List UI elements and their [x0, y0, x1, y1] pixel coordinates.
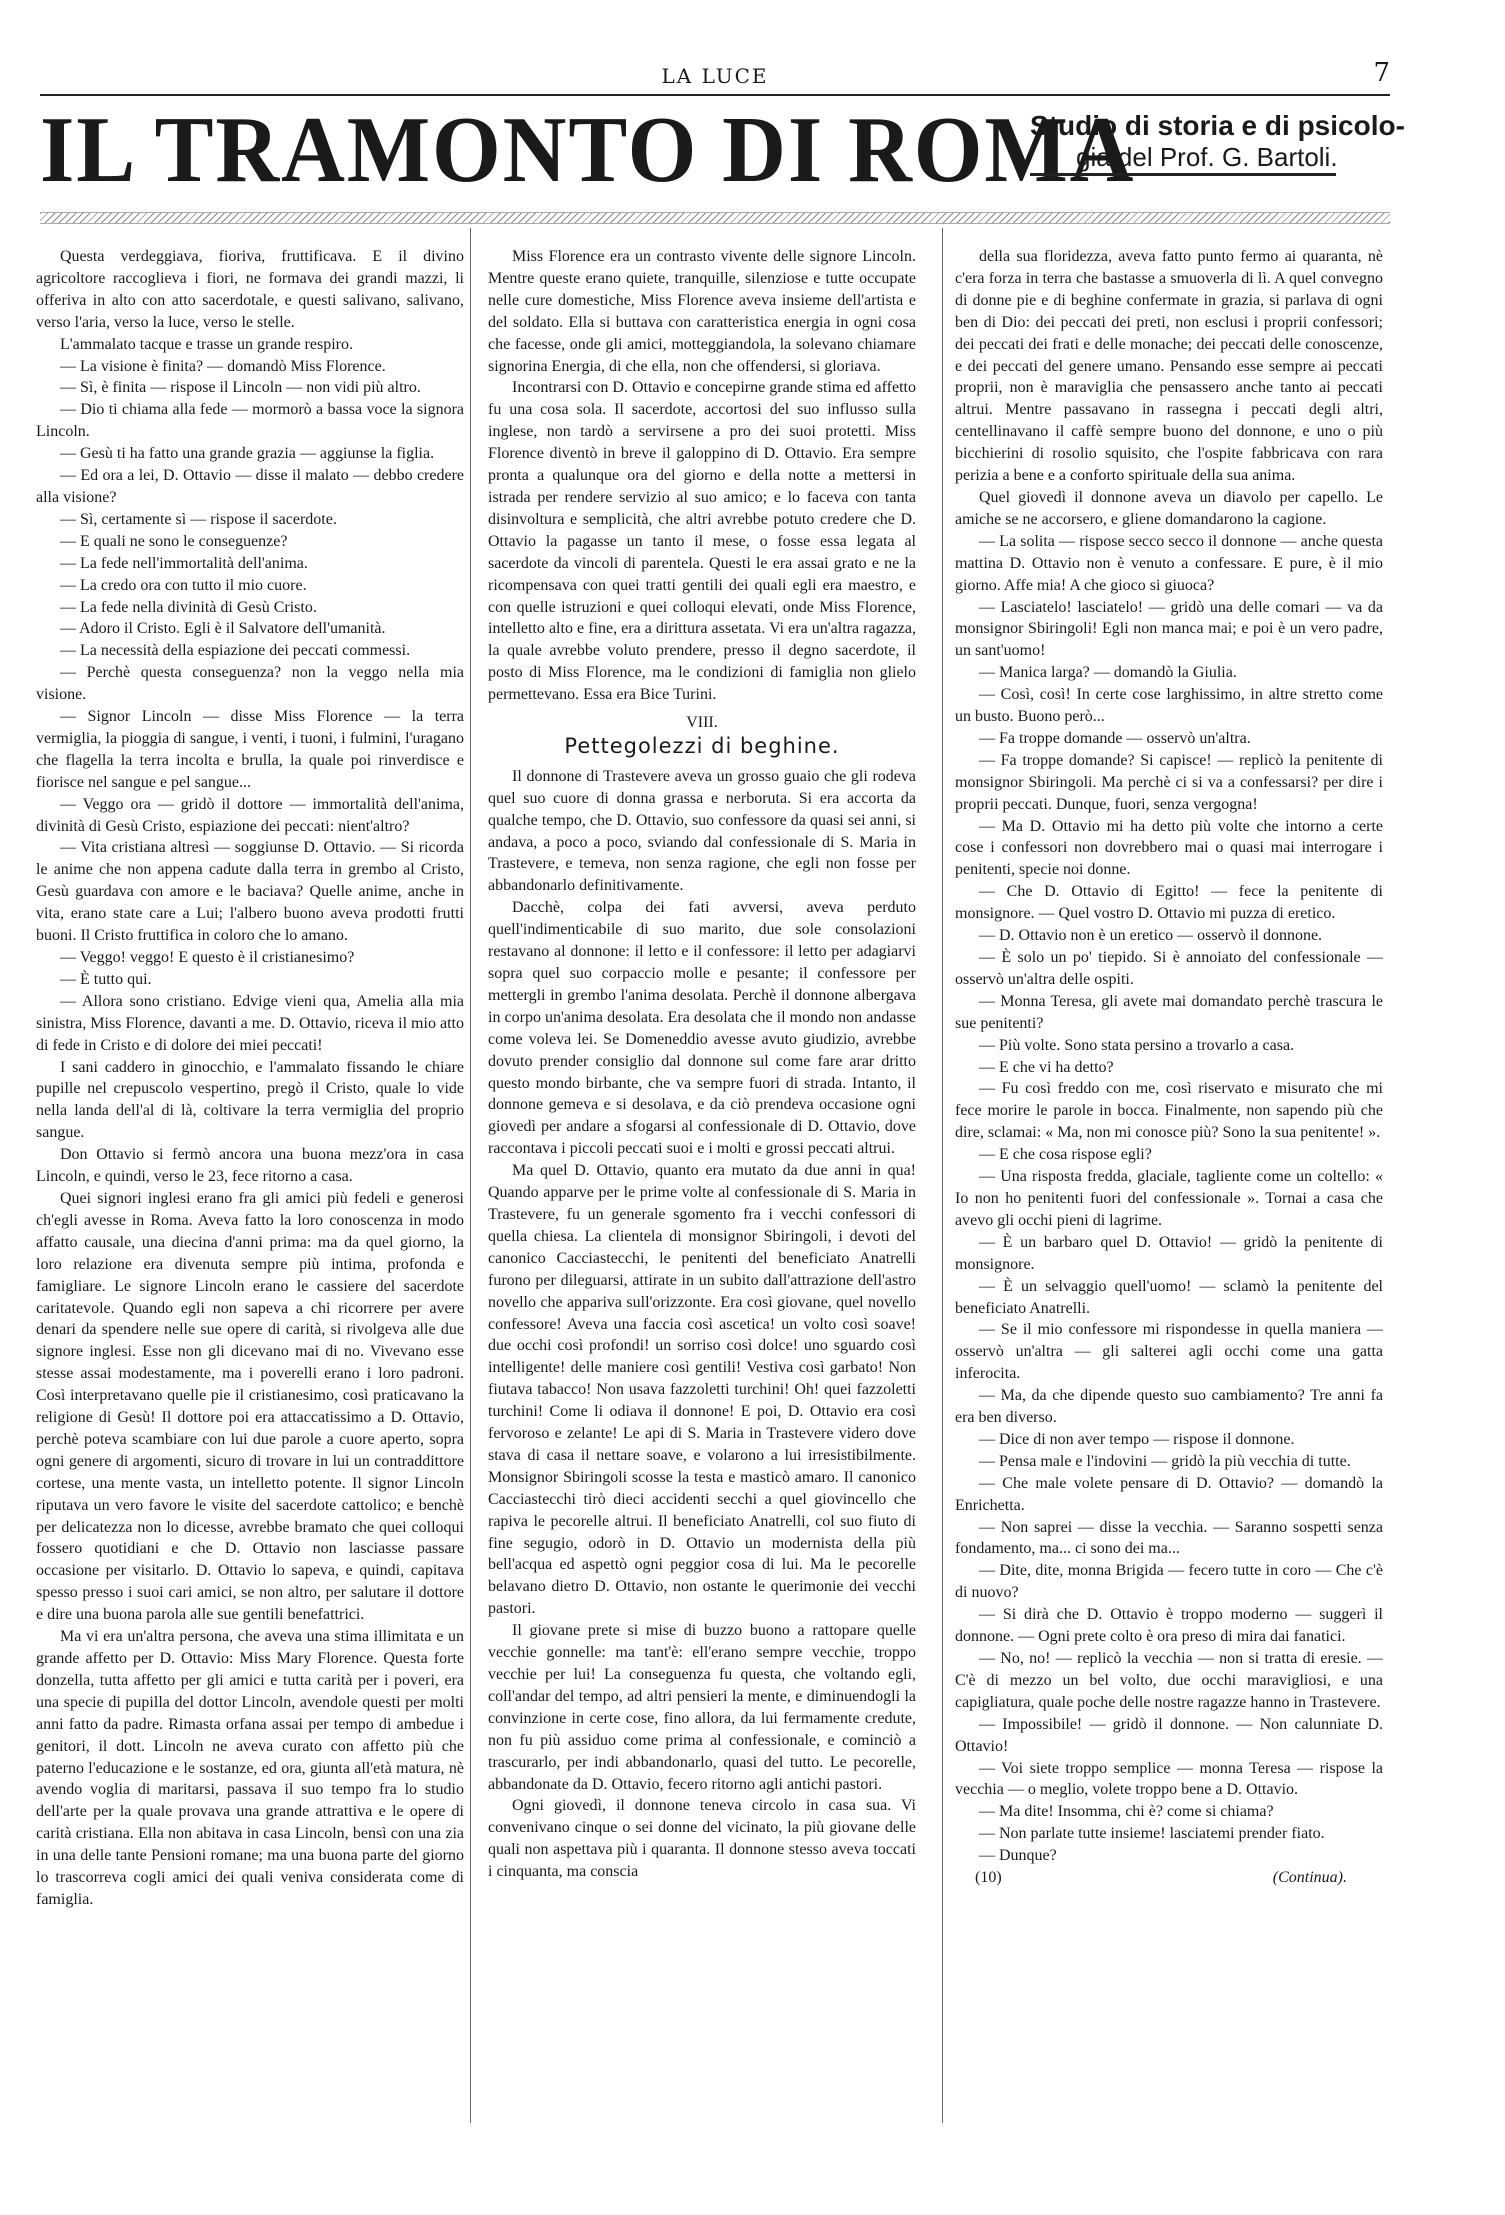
- paragraph: — Sì, è finita — rispose il Lincoln — non vidi più altro.: [60, 379, 421, 397]
- subtitle-line-2: gia del Prof. G. Bartoli.: [1030, 142, 1336, 176]
- paragraph: — Dunque?: [979, 1847, 1057, 1865]
- running-title: LA LUCE: [661, 64, 769, 88]
- paragraph: — Non parlate tutte insieme! lasciatemi prender fiato.: [979, 1825, 1325, 1843]
- paragraph: Ma quel D. Ottavio, quanto era mutato da due anni in qua! Quando apparve per le prime volte al confessionale di S. Maria in Trastevere, fu un generale sgomento fra i vecchi confessori di quella chiesa. La clientela di monsignor Sbiringoli, i devoti del canonico Cacciastecchi, le penitenti del beneficiato Anatrelli furono per dileguarsi, attirate in un subito dall'attrazione dell'astro novello che appariva sull'orizzonte. Era così giovane, quel novello confessore! Aveva una faccia così ascetica! un volto così soave! due occhi così profondi! un sorriso così dolce! uno sguardo così intelligente! delle maniere così gentili! Vestiva così garbato! Non fiutava tabacco! Non usava fazzoletti turchini! Oh! quei fazzoletti turchini! Come li odiava il donnone! E poi, D. Ottavio era così fervoroso e zelante! Le api di S. Maria in Trastevere videro dove stava di casa il nettare soave, e volarono a lui irresistibilmente. Monsignor Sbiringoli scosse la testa e masticò amaro. Il canonico Cacciastecchi tirò dieci accidenti secchi a quel giovincello che rapiva le pecorelle altrui. Il beneficiato Anatrelli, col suo fiuto di fine segugio, odorò in D. Ottavio un modernista della più bell'acqua ed aspettò ogni peggior cosa di lui. Ma le pecorelle belavano dietro D. Ottavio, non ostante le querimonie dei vecchi pastori.: [488, 1162, 916, 1618]
- continues-note: (Continua).: [1272, 1869, 1347, 1887]
- masthead: [40, 98, 1405, 202]
- page-number: 7: [1373, 58, 1390, 88]
- paragraph: Miss Florence era un contrasto vivente delle signore Lincoln. Mentre queste erano quiete, tranquille, silenziose e tutte occupate nelle cure domestiche, Miss Florence aveva insieme dell'artista e del soldato. Ella si buttava con caratteristica energia in ogni cosa che facesse, onde gli amici, motteggiandola, la solevano chiamare signorina Energia, di che ella, non che offendersi, si gloriava.: [488, 248, 916, 375]
- paragraph: — Perchè questa conseguenza? non la veggo nella mia visione.: [36, 664, 464, 704]
- paragraph: — Dice di non aver tempo — rispose il donnone.: [979, 1430, 1295, 1448]
- paragraph: Don Ottavio si fermò ancora una buona mezz'ora in casa Lincoln, e quindi, verso le 23, fece ritorno a casa.: [36, 1146, 464, 1186]
- article-title: IL TRAMONTO DI ROMA: [40, 98, 1136, 202]
- paragraph: — Più volte. Sono stata persino a trovarlo a casa.: [979, 1036, 1295, 1054]
- paragraph: — Fa troppe domande? Si capisce! — replicò la penitente di monsignor Sbiringoli. Ma perchè ci si va a confessarsi? per dire i proprii peccati. Dunque, fuori, senza vergogna!: [955, 751, 1383, 813]
- paragraph: — Manica larga? — domandò la Giulia.: [979, 664, 1237, 682]
- subtitle-line-1: Studio di storia e di psicolo-: [1030, 110, 1405, 141]
- paragraph: — La fede nella divinità di Gesù Cristo.: [60, 598, 317, 616]
- paragraph: — E che vi ha detto?: [979, 1058, 1114, 1076]
- paragraph: — Signor Lincoln — disse Miss Florence — la terra vermiglia, la pioggia di sangue, i venti, i tuoni, i fulmini, l'uragano che flagella la terra incolta e brulla, la quale poi rinverdisce e fiorisce nel sangue e pel sangue...: [36, 708, 464, 791]
- paragraph: Dacchè, colpa dei fati avversi, aveva perduto quell'indimenticabile di suo marito, due sole consolazioni restavano al donnone: il letto e il confessore: il letto per adagiarvi sopra quel suo corpaccio molle e pesante; il confessore per mettergli in grembo l'anima desolata. Perchè il donnone albergava in corpo un'anima desolata. Era desolata che il mondo non andasse come voleva lei. Se Domeneddio avesse avuto giudizio, avrebbe dovuto prender consiglio dal donnone sul come fare arar dritto questo mondo birbante, che va sempre fuori di strada. Intanto, il donnone gemeva e si desolava, e da ciò prendeva occasione ogni giovedì per andare a sfogarsi al confessionale di D. Ottavio, dove raccontava i piccoli peccati suoi e i molti e grossi peccati altrui.: [488, 899, 916, 1158]
- paragraph: — Non saprei — disse la vecchia. — Saranno sospetti senza fondamento, ma... ci sono dei ma...: [955, 1518, 1383, 1558]
- column-divider: [942, 228, 943, 2123]
- paragraph: — Vita cristiana altresì — soggiunse D. Ottavio. — Si ricorda le anime che non appena cadute dalla terra in grembo al Cristo, Gesù guardava con amore e le baciava? Quelle anime, anche in vita, erano state care a Lui; l'albero buono aveva prodotti frutti buoni. Il Cristo fruttifica in coloro che lo amano.: [36, 839, 464, 945]
- paragraph: — D. Ottavio non è un eretico — osservò il donnone.: [979, 927, 1323, 945]
- paragraph: — La fede nell'immortalità dell'anima.: [60, 554, 308, 572]
- decorative-rule: [40, 212, 1390, 224]
- paragraph: Incontrarsi con D. Ottavio e concepirne grande stima ed affetto fu una cosa sola. Il sacerdote, accortosi del suo influsso sulla inglese, non tardò a servirsene a pro dei suoi protetti. Miss Florence diventò in breve il galoppino di D. Ottavio. Era sempre pronta a qualunque ora del giorno e della notte a mettersi in istrada per rendere servizio al suo amico; e lo faceva con tanta disinvoltura e semplicità, che altri avrebbe potuto credere che D. Ottavio la pagasse un tanto il mese, o fosse essa legata al sacerdote da vincoli di parentela. Questi le era assai grato e ne la ricompensava con quei tratti gentili dei quali egli era maestro, e con quelle istruzioni e quei colloqui elevati, onde Miss Florence, intelletto alto e fine, era a dirittura assetata. Vi era un'altra ragazza, la quale avrebbe voluto prendere, presso il degno sacerdote, il posto di Miss Florence, ma le condizioni di famiglia non glielo permettevano. Essa era Bice Turini.: [488, 379, 916, 704]
- paragraph: — E quali ne sono le conseguenze?: [60, 532, 288, 550]
- paragraph: — È un barbaro quel D. Ottavio! — gridò la penitente di monsignore.: [955, 1233, 1383, 1273]
- paragraph: — Voi siete troppo semplice — monna Teresa — rispose la vecchia — o meglio, volete troppo bene a D. Ottavio.: [955, 1759, 1383, 1799]
- paragraph: — Veggo ora — gridò il dottore — immortalità dell'anima, divinità di Gesù Cristo, espiazione dei peccati: nient'altro?: [36, 795, 464, 835]
- paragraph: — Allora sono cristiano. Edvige vieni qua, Amelia alla mia sinistra, Miss Florence, davanti a me. D. Ottavio, riceva il mio atto di fede in Cristo e di dolore dei miei peccati!: [36, 992, 464, 1054]
- article-subtitle: [1030, 110, 1405, 176]
- text-column-3: [955, 246, 1383, 2126]
- column-divider: [470, 228, 471, 2123]
- paragraph: I sani caddero in ginocchio, e l'ammalato fissando le chiare pupille nel crepuscolo vespertino, pregò il Cristo, quale lo vide nella landa dell'al di là, coltivare la terra vermiglia del proprio sangue.: [36, 1058, 464, 1142]
- paragraph: — Monna Teresa, gli avete mai domandato perchè trascura le sue penitenti?: [955, 992, 1383, 1032]
- paragraph: Quei signori inglesi erano fra gli amici più fedeli e generosi ch'egli avesse in Roma. Aveva fatto la loro conoscenza in modo affatto causale, una diecina d'anni prima: ma da quel giorno, la loro relazione era divenuta sempre più intima, profonda e famigliare. Le signore Lincoln erano le cassiere del sacerdote caritatevole. Quando egli non sapeva a chi ricorrere per avere denari da spendere nelle sue opere di carità, si rivolgeva alle due signore inglesi. Esse non gli dicevano mai di no. Vivevano esse stesse assai modestamente, ma i poverelli erano i loro padroni. Così interpretavano quelle pie il cristianesimo, così praticavano la religione di Gesù! Il dottore poi era attaccatissimo a D. Ottavio, perchè poteva scambiare con lui due parole a cuore aperto, sopra ogni genere di argomenti, sicuro di trovare in lui un contraddittore cortese, una mente vasta, un intelletto potente. Il signor Lincoln riputava un vero favore le visite del sacerdote cattolico; e benchè per delicatezza non lo dicesse, avrebbe bramato che quei colloqui fossero quotidiani e che D. Ottavio non lasciasse passare occasione per visitarlo. D. Ottavio lo sapeva, e quindi, capitava spesso presso i suoi cari amici, se non altro, per salutare il dottore e dire una buona parola alle sue gentili benefattrici.: [36, 1189, 464, 1624]
- paragraph: — La credo ora con tutto il mio cuore.: [60, 576, 307, 594]
- paragraph: — La necessità della espiazione dei peccati commessi.: [60, 642, 411, 660]
- paragraph: — Se il mio confessore mi rispondesse in quella maniera — osservò un'altra — gli salterei agli occhi come una gatta inferocita.: [955, 1321, 1383, 1383]
- paragraph: — La visione è finita? — domandò Miss Florence.: [60, 357, 386, 375]
- paragraph: — Che male volete pensare di D. Ottavio? — domandò la Enrichetta.: [955, 1474, 1383, 1514]
- paragraph: — Ma dite! Insomma, chi è? come si chiama?: [979, 1803, 1274, 1821]
- text-column-2: [488, 246, 916, 2126]
- paragraph: — No, no! — replicò la vecchia — non si tratta di eresie. — C'è di mezzo un bel volto, due occhi maravigliosi, e una capigliatura, quale poche delle nostre ragazze hanno in Trastevere.: [955, 1650, 1383, 1711]
- paragraph: — È tutto qui.: [60, 970, 152, 988]
- paragraph: — Che D. Ottavio di Egitto! — fece la penitente di monsignore. — Quel vostro D. Ottavio mi puzza di eretico.: [955, 883, 1383, 923]
- paragraph: — Adoro il Cristo. Egli è il Salvatore dell'umanità.: [60, 620, 386, 638]
- paragraph: — È un selvaggio quell'uomo! — sclamò la penitente del beneficiato Anatrelli.: [955, 1277, 1383, 1317]
- text-column-1: [36, 246, 464, 2126]
- section-title: Pettegolezzi di beghine.: [564, 733, 840, 758]
- paragraph: — Ma D. Ottavio mi ha detto più volte che intorno a certe cose i confessori non dovrebbero mai o quasi mai interrogare i penitenti, specie noi donne.: [955, 817, 1383, 879]
- paragraph: Quel giovedì il donnone aveva un diavolo per capello. Le amiche se ne accorsero, e gliene domandarono la cagione.: [955, 488, 1383, 528]
- paragraph: — Si dirà che D. Ottavio è troppo moderno — suggerì il donnone. — Ogni prete colto è ora preso di mira dai fanatici.: [955, 1606, 1383, 1646]
- paragraph: — Pensa male e l'indovini — gridò la più vecchia di tutte.: [979, 1452, 1351, 1470]
- paragraph: — E che cosa rispose egli?: [979, 1146, 1152, 1164]
- paragraph: Ogni giovedì, il donnone teneva circolo in casa sua. Vi convenivano cinque o sei donne del vicinato, la più giovane delle quali non aspettava più i quaranta. Il donnone stesso aveva toccati i cinquanta, ma conscia: [488, 1797, 916, 1881]
- paragraph: — Ed ora a lei, D. Ottavio — disse il malato — debbo credere alla visione?: [36, 467, 464, 506]
- paragraph: — Fu così freddo con me, così riservato e misurato che mi fece morire le parole in bocca. Finalmente, non sapendo più che dire, sclamai: « Ma, non mi conosce più? Sono la sua penitente! ».: [955, 1080, 1383, 1142]
- installment-number: (10): [975, 1869, 1002, 1887]
- paragraph: della sua floridezza, aveva fatto punto fermo ai quaranta, nè c'era forza in terra che bastasse a smuoverla di lì. A quel convegno di donne pie e di beghine confermate in grazia, si parlava di ogni ben di Dio: dei peccati dei preti, non esclusi i proprii confessori; dei peccati dei frati e delle monache; dei peccati delle conoscenze, e dei peccati del genere umano. Pensando esse sempre ai peccati proprii, non è maraviglia che pensassero anche tanto ai peccati altrui. Mentre passavano in rassegna i peccati degli altri, centellinavano il caffè sempre buono del donnone, e uno o più bicchierini di rosolio squisito, che l'ospite fabbricava con rara perizia a bene e a conforto spirituale della sua anima.: [955, 248, 1383, 485]
- paragraph: Il donnone di Trastevere aveva un grosso guaio che gli rodeva quel suo cuore di donna grassa e nerboruta. Si era accorta da qualche tempo, che D. Ottavio, suo confessore da quasi sei anni, si andava, a poco a poco, sviando dal confessionale di S. Maria in Trastevere, e temeva, non senza ragione, che egli non fosse per abbandonarlo definitivamente.: [488, 767, 916, 895]
- paragraph: L'ammalato tacque e trasse un grande respiro.: [60, 335, 353, 353]
- paragraph: Il giovane prete si mise di buzzo buono a rattopare quelle vecchie gonnelle: ma tant'è: ell'erano sempre vecchie, troppo vecchie per lui! La conseguenza fu questa, che voltando egli, coll'andar del tempo, ad altri pensieri la mente, e diminuendogli la convinzione in certe cose, fino allora, da lui fermamente credute, non fu più assiduo come prima al confessionale, e cominciò a trascurarlo, per indi abbandonarlo, quasi del tutto. Le pecorelle, abbandonate da D. Ottavio, fecero ritorno agli antichi pastori.: [488, 1622, 916, 1793]
- paragraph: — Dite, dite, monna Brigida — fecero tutte in coro — Che c'è di nuovo?: [955, 1562, 1383, 1602]
- paragraph: — Veggo! veggo! E questo è il cristianesimo?: [60, 949, 355, 966]
- paragraph: — Lasciatelo! lasciatelo! — gridò una delle comari — va da monsignor Sbiringoli! Egli non manca mai; e poi è un vero padre, un sant'uomo!: [955, 598, 1383, 660]
- paragraph: Questa verdeggiava, fioriva, fruttificava. E il divino agricoltore raccoglieva i fiori, ne formava dei grandi mazzi, li offeriva in alto con atto sacerdotale, e questi salivano, salivano, verso l'aria, verso la luce, verso le stelle.: [36, 248, 464, 331]
- article-footer: [955, 1867, 1383, 1889]
- paragraph: — Una risposta fredda, glaciale, tagliente come un coltello: « Io non ho penitenti fuori del confessionale ». Tornai a casa che avevo gli occhi pieni di lagrime.: [955, 1168, 1383, 1229]
- paragraph: — Così, così! In certe cose larghissimo, in altre stretto come un busto. Buono però...: [955, 686, 1383, 726]
- section-number: VIII.: [686, 714, 718, 732]
- paragraph: Ma vi era un'altra persona, che aveva una stima illimitata e un grande affetto per D. Ottavio: Miss Mary Florence. Questa forte donzella, tutta affetto per gli amici e tutta carità per i poveri, era una specie di pupilla del dottor Lincoln, avendole questi per molti anni fatto da padre. Rimasta orfana assai per tempo di ambedue i genitori, il dott. Lincoln ne aveva curato con affetto più che paterno l'educazione e le sostanze, ed ora, giunta all'età matura, nè avendo voglia di maritarsi, passava il suo tempo fra lo studio dell'arte per la quale provava una grande attrattiva e le opere di carità cristiana. Ella non abitava in casa Lincoln, bensì con una zia in una delle tante Pensioni romane; ma una buona parte del giorno lo trascorreva cogli amici dei quali veniva considerata come di famiglia.: [36, 1628, 464, 1908]
- paragraph: — La solita — rispose secco secco il donnone — anche questa mattina D. Ottavio non è venuto a confessare. E pure, è il mio giorno. Affe mia! A che gioco si giuoca?: [955, 532, 1383, 594]
- paragraph: — Fa troppe domande — osservò un'altra.: [979, 729, 1251, 747]
- running-header: [40, 58, 1390, 96]
- paragraph: — Dio ti chiama alla fede — mormorò a bassa voce la signora Lincoln.: [36, 401, 464, 441]
- paragraph: — È solo un po' tiepido. Si è annoiato del confessionale — osservò un'altra delle ospiti.: [955, 949, 1383, 988]
- paragraph: — Gesù ti ha fatto una grande grazia — aggiunse la figlia.: [60, 445, 435, 463]
- paragraph: — Ma, da che dipende questo suo cambiamento? Tre anni fa era ben diverso.: [955, 1387, 1383, 1427]
- paragraph: — Sì, certamente sì — rispose il sacerdote.: [60, 510, 337, 528]
- paragraph: — Impossibile! — gridò il donnone. — Non calunniate D. Ottavio!: [955, 1715, 1383, 1755]
